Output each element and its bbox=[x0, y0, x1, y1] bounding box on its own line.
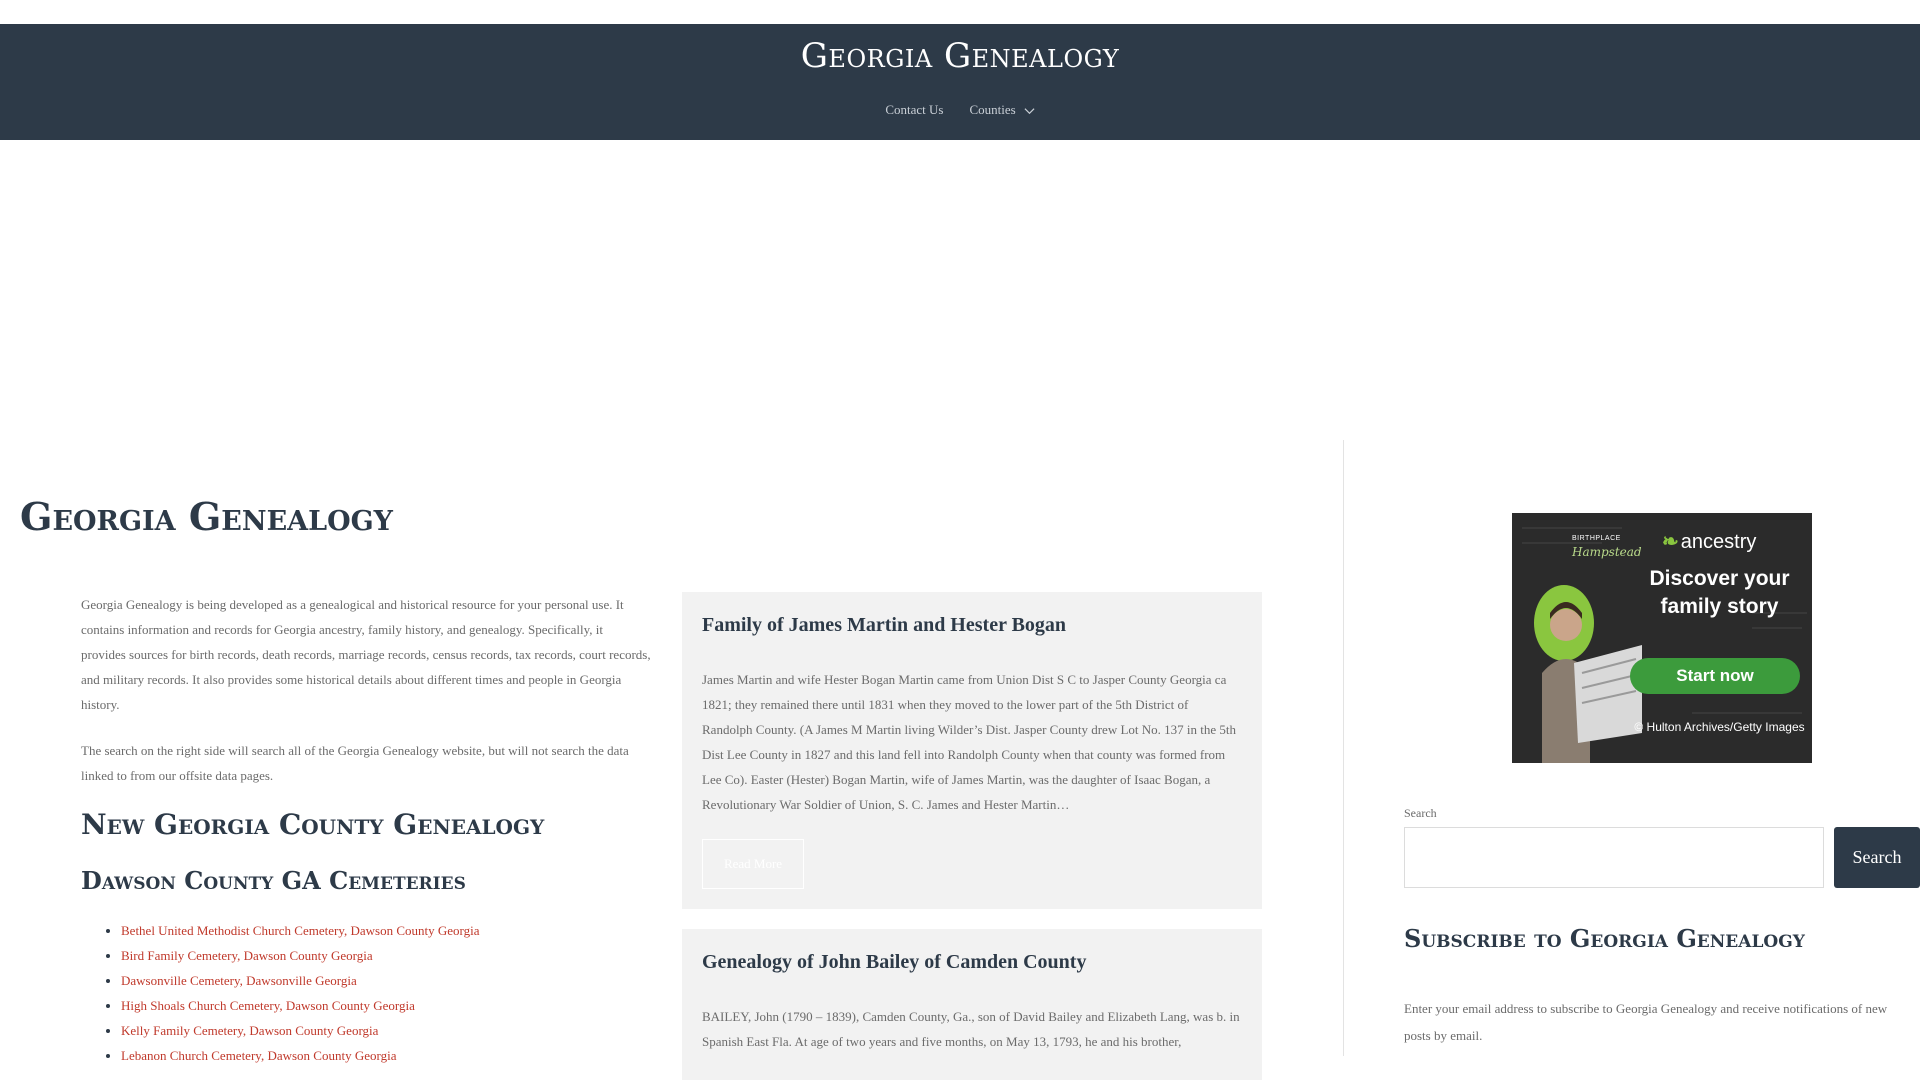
post-title[interactable]: Family of James Martin and Hester Bogan bbox=[702, 614, 1067, 636]
site-header bbox=[0, 24, 1920, 140]
top-bar bbox=[0, 0, 1920, 24]
cemetery-list bbox=[121, 918, 480, 1068]
post-title[interactable]: Genealogy of John Bailey of Camden County bbox=[702, 951, 1087, 973]
site-title[interactable]: Georgia Genealogy bbox=[800, 36, 1120, 76]
nav-item-label: Contact Us bbox=[885, 102, 944, 117]
list-item bbox=[121, 993, 480, 1018]
post-excerpt: BAILEY, John (1790 – 1839), Camden County, Ga., son of David Bailey and Elizabeth Lang, was b. in Spanish East Fla. At age of two years and five months, on May 13, 1793, he and his brother, bbox=[702, 1009, 1240, 1049]
read-more-button[interactable]: Read More bbox=[702, 839, 804, 889]
ad-headline: Discover your family story bbox=[1649, 567, 1790, 618]
chevron-down-icon bbox=[1024, 105, 1035, 116]
list-item bbox=[121, 1043, 480, 1068]
page-title: Georgia Genealogy bbox=[20, 494, 393, 539]
nav-item-counties[interactable] bbox=[969, 102, 1034, 118]
ancestry-ad[interactable] bbox=[1512, 513, 1812, 763]
ad-image-credit: © Hulton Archives/Getty Images bbox=[1634, 720, 1805, 734]
ancestry-logo-text: ancestry bbox=[1680, 531, 1757, 553]
cemetery-link[interactable]: Dawsonville Cemetery, Dawsonville Georgia bbox=[121, 973, 357, 988]
subscribe-description: Enter your email address to subscribe to Georgia Genealogy and receive notifications of new posts by email. bbox=[1404, 1001, 1888, 1043]
cemetery-link[interactable]: Bird Family Cemetery, Dawson County Georgia bbox=[121, 948, 373, 963]
intro-paragraph: Georgia Genealogy is being developed as a genealogical and historical resource for your personal use. It contains information and records for Georgia ancestry, family history, and genealogy. Specifically, it provides sources for birth records, death records, marriage records, census records, tax records, court records, and military records. It also provides some historical details about different times and people in Georgia history. bbox=[81, 597, 651, 712]
list-item bbox=[121, 1018, 480, 1043]
ad-script-text: Hampstead bbox=[1572, 545, 1642, 559]
list-item bbox=[121, 968, 480, 993]
woman-with-newspaper-image bbox=[1524, 583, 1644, 763]
main-nav bbox=[0, 102, 1920, 118]
search-label: Search bbox=[1404, 806, 1437, 820]
ancestry-leaf-icon: ❧ bbox=[1662, 531, 1679, 553]
list-item bbox=[121, 918, 480, 943]
top-ad-placeholder bbox=[0, 140, 1920, 440]
search-button[interactable]: Search bbox=[1834, 827, 1920, 888]
ad-start-now-button[interactable]: Start now bbox=[1630, 658, 1800, 694]
cemetery-link[interactable]: Lebanon Church Cemetery, Dawson County Georgia bbox=[121, 1048, 397, 1063]
new-county-heading: New Georgia County Genealogy bbox=[81, 808, 545, 841]
intro-text bbox=[81, 592, 651, 809]
cemetery-link[interactable]: Kelly Family Cemetery, Dawson County Georgia bbox=[121, 1023, 379, 1038]
subscribe-heading: Subscribe to Georgia Genealogy bbox=[1404, 924, 1805, 953]
search-input[interactable] bbox=[1404, 827, 1824, 888]
ad-birthplace-label: BIRTHPLACE bbox=[1572, 535, 1621, 542]
cemetery-link[interactable]: Bethel United Methodist Church Cemetery, Dawson County Georgia bbox=[121, 923, 480, 938]
post-card bbox=[682, 929, 1262, 1080]
cemetery-link[interactable]: High Shoals Church Cemetery, Dawson County Georgia bbox=[121, 998, 415, 1013]
list-item bbox=[121, 943, 480, 968]
nav-item-label: Counties bbox=[969, 102, 1016, 117]
sidebar-divider bbox=[1343, 440, 1344, 1056]
post-excerpt: James Martin and wife Hester Bogan Martin came from Union Dist S C to Jasper County Georgia ca 1821; they remained there until 1831 when they moved to the lower part of the 5th District of Randolph County. (A James M Martin living Wilder’s Dist. Jasper County drew Lot No. 137 in the 5th Dist Lee County in 1827 and this land fell into Randolph County when that county was formed from Lee Co). Easter (Hester) Bogan Martin, wife of James Martin, was the daughter of Isaac Bogan, a Revolutionary War Soldier of Union, S. C. James and Hester Martin… bbox=[702, 672, 1237, 812]
dawson-cemeteries-heading: Dawson County GA Cemeteries bbox=[81, 866, 466, 895]
intro-paragraph: The search on the right side will search all of the Georgia Genealogy website, but will not search the data linked to from our offsite data pages. bbox=[81, 743, 629, 783]
ancestry-logo bbox=[1662, 529, 1756, 554]
nav-item-contact-us[interactable] bbox=[885, 102, 943, 118]
post-card bbox=[682, 592, 1262, 909]
